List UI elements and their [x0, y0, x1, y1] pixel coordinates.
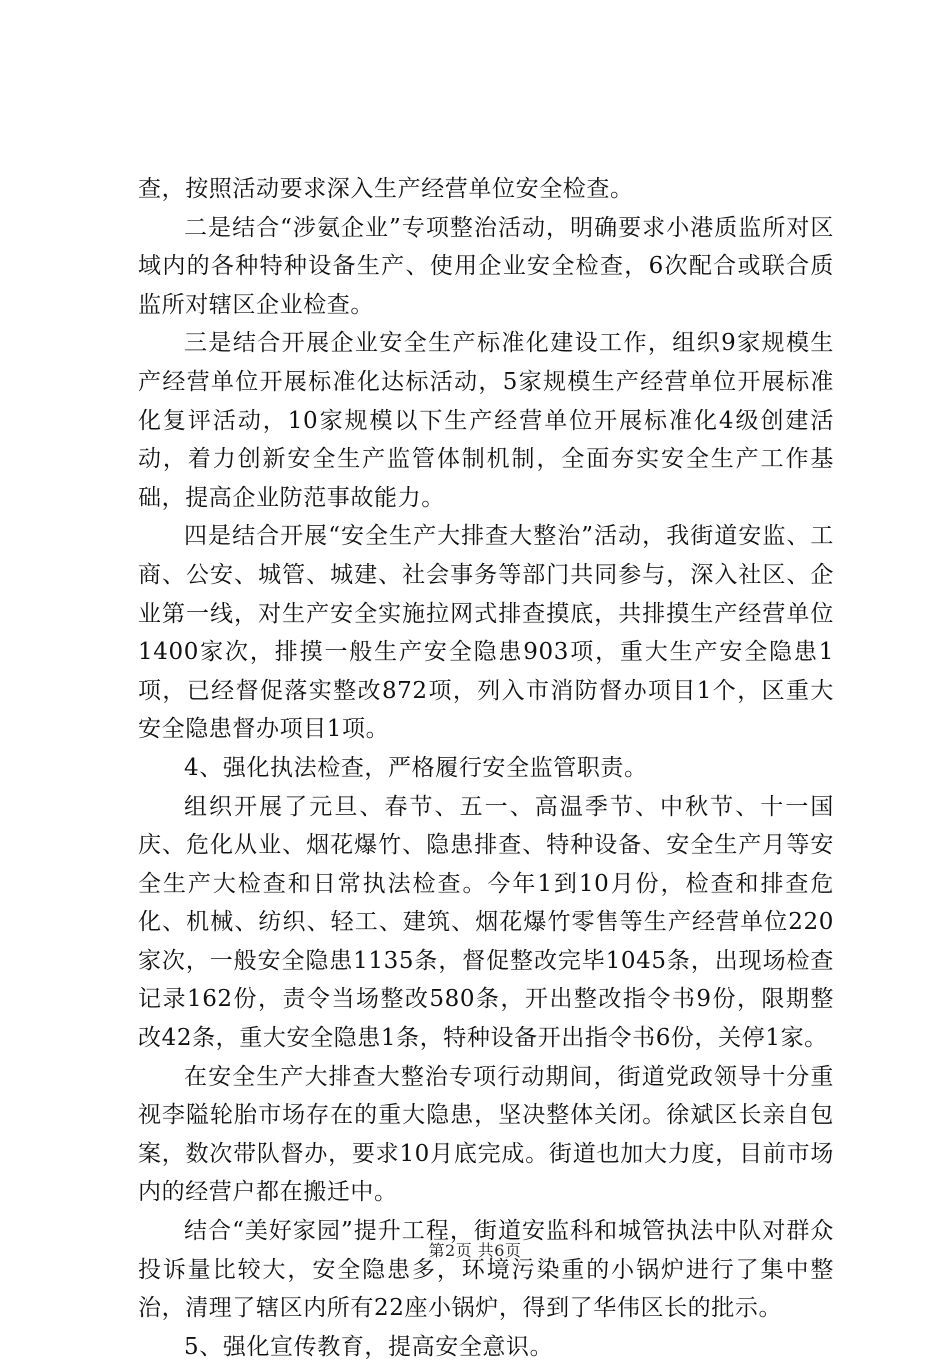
paragraph-3: 三是结合开展企业安全生产标准化建设工作，组织9家规模生产经营单位开展标准化达标活动，5家规模生产经营单位开展标准化复评活动，10家规模以下生产经营单位开展标准化4级创建活动，着力创新安全生产监管体制机制，全面夯实安全生产工作基础，提高企业防范事故能力。: [138, 330, 834, 511]
section-heading-4: 4、强化执法检查，严格履行安全监管职责。: [184, 754, 648, 781]
paragraph-8: 结合“美好家园”提升工程，街道安监科和城管执法中队对群众投诉量比较大，安全隐患多，环境污染重的小锅炉进行了集中整治，清理了辖区内所有22座小锅炉，得到了华伟区长的批示。: [138, 1218, 834, 1322]
paragraph-2: 二是结合“涉氨企业”专项整治活动，明确要求小港质监所对区域内的各种特种设备生产、使用企业安全检查，6次配合或联合质监所对辖区企业检查。: [138, 214, 834, 318]
paragraph-1: 查，按照活动要求深入生产经营单位安全检查。: [138, 176, 634, 202]
paragraph-6: 组织开展了元旦、春节、五一、高温季节、中秋节、十一国庆、危化从业、烟花爆竹、隐患排查、特种设备、安全生产月等安全生产大检查和日常执法检查。今年1到10月份，检查和排查危化、机械、纺织、轻工、建筑、烟花爆竹零售等生产经营单位220家次，一般安全隐患1135条，督促整改完毕1045条，出现场检查记录162份，责令当场整改580条，开出整改指令书9份，限期整改42条，重大安全隐患1条，特种设备开出指令书6份，关停1家。: [138, 793, 834, 1052]
paragraph-7: 在安全生产大排查大整治专项行动期间，街道党政领导十分重视李隘轮胎市场存在的重大隐患，坚决整体关闭。徐斌区长亲自包案，数次带队督办，要求10月底完成。街道也加大力度，目前市场内的经营户都在搬迁中。: [138, 1063, 834, 1206]
paragraph-4: 四是结合开展“安全生产大排查大整治”活动，我街道安监、工商、公安、城管、城建、社会事务等部门共同参与，深入社区、企业第一线，对生产安全实施拉网式排查摸底，共排摸生产经营单位1400家次，排摸一般生产安全隐患903项，重大生产安全隐患1项，已经督促落实整改872项，列入市消防督办项目1个，区重大安全隐患督办项目1项。: [138, 523, 834, 743]
section-heading-5: 5、强化宣传教育，提高安全意识。: [184, 1333, 554, 1360]
document-body: [138, 170, 834, 1366]
page-footer: 第2页 共6页: [428, 1241, 522, 1260]
